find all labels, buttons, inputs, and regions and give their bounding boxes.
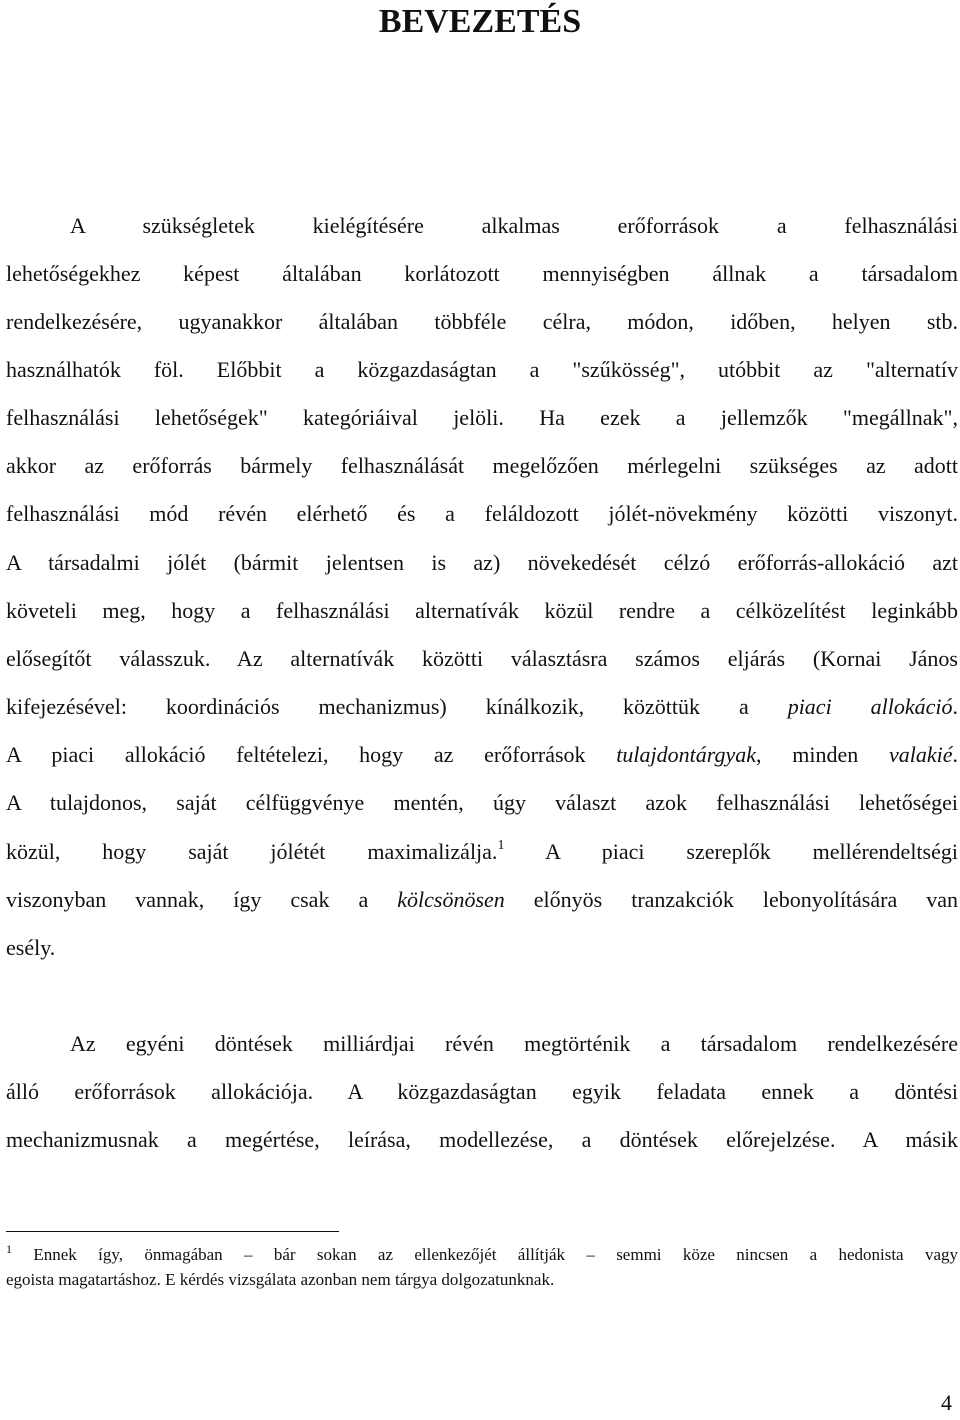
text-line: használhatók föl. Előbbit a közgazdaságtan a "szűkösség", utóbbit az "alternatív [6,357,958,382]
text-run: közül, hogy saját jólétét maximalizálja. [6,839,498,864]
footnote-reference[interactable]: 1 [497,838,505,853]
text-run: . [952,694,958,719]
text-run: . [952,742,958,767]
emphasis-text: kölcsönösen [397,887,505,912]
emphasis-text: valakié [888,742,953,767]
text-line: A szükségletek kielégítésére alkalmas erőforrások a felhasználási [70,213,958,238]
text-line: rendelkezésére, ugyanakkor általában többféle célra, módon, időben, helyen stb. [6,309,958,334]
text-line: felhasználási lehetőségek" kategóriáival jelöli. Ha ezek a jellemzők "megállnak", [6,405,958,430]
text-line: álló erőforrások allokációja. A közgazdaságtan egyik feladata ennek a döntési [6,1079,958,1104]
text-line: felhasználási mód révén elérhető és a feláldozott jólét-növekmény közötti viszonyt. [6,501,958,526]
text-line: követeli meg, hogy a felhasználási alternatívák közül rendre a célközelítést leginkább [6,598,958,623]
footnote-line [6,1243,958,1267]
text-line: elősegítőt válasszuk. Az alternatívák közötti választásra számos eljárás (Kornai János [6,646,958,671]
footnote-line: egoista magatartáshoz. E kérdés vizsgálata azonban nem tárgya dolgozatunknak. [6,1270,555,1289]
text-line: A társadalmi jólét (bármit jelentsen is az) növekedését célzó erőforrás-allokáció azt [6,550,958,575]
text-line: Az egyéni döntések milliárdjai révén megtörténik a társadalom rendelkezésére [70,1031,958,1056]
text-run: , minden [756,742,889,767]
page-number: 4 [941,1390,952,1415]
emphasis-text: piaci allokáció [787,694,953,719]
footnote-divider [6,1231,339,1232]
text-line: lehetőségekhez képest általában korlátozott mennyiségben állnak a társadalom [6,261,958,286]
footnote-marker: 1 [6,1242,12,1256]
page-title: BEVEZETÉS [378,3,582,40]
text-line: mechanizmusnak a megértése, leírása, modellezése, a döntések előrejelzése. A másik [6,1127,958,1152]
text-line: esély. [6,935,56,960]
text-line: A tulajdonos, saját célfüggvénye mentén, úgy választ azok felhasználási lehetőségei [6,790,958,815]
text-run: viszonyban vannak, így csak a [6,887,398,912]
text-line: akkor az erőforrás bármely felhasználását megelőzően mérlegelni szükséges az adott [6,453,958,478]
text-run: A piaci allokáció feltételezi, hogy az erőforrások [6,742,617,767]
text-line [6,740,958,770]
footnote-text: Ennek így, önmagában – bár sokan az ellenkezőjét állítják – semmi köze nincsen a hedonista vagy [12,1245,958,1264]
text-line [6,837,958,867]
emphasis-text: tulajdontárgyak [616,742,757,767]
text-line [6,885,958,915]
text-run: A piaci szereplők mellérendeltségi [504,839,958,864]
text-run: előnyös tranzakciók lebonyolítására van [504,887,958,912]
text-line [6,692,958,722]
text-run: kifejezésével: koordinációs mechanizmus) kínálkozik, közöttük a [6,694,788,719]
